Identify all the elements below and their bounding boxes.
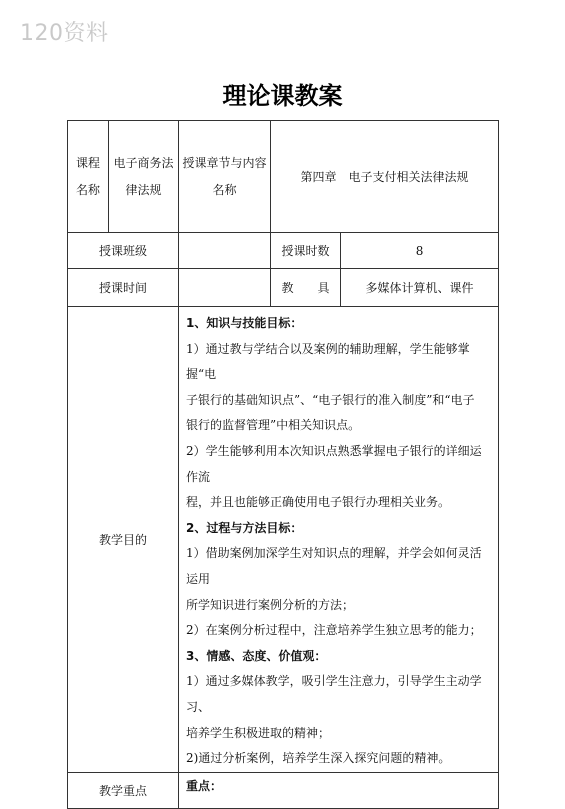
focus-content <box>179 772 499 808</box>
chapter-value: 第四章 电子支付相关法律法规 <box>300 170 469 184</box>
focus-label: 教学重点 <box>98 783 147 798</box>
chapter-value-cell <box>271 121 499 233</box>
objectives-label: 教学目的 <box>98 532 147 547</box>
chapter-label-line2: 名称 <box>212 182 237 197</box>
focus-label-cell <box>68 772 179 808</box>
course-label-cell <box>68 121 109 233</box>
tools-label-cell <box>271 269 341 307</box>
time-label-cell <box>68 269 179 307</box>
class-value-cell <box>179 233 271 269</box>
hours-value-cell <box>341 233 499 269</box>
objective-line: 1）通过教与学结合以及案例的辅助理解，学生能够掌握“电 <box>186 341 470 382</box>
table-row <box>68 772 499 808</box>
course-name-cell <box>109 121 179 233</box>
watermark: 120资料 <box>20 21 109 46</box>
objective-line: 子银行的基础知识点”、“电子银行的准入制度”和“电子 <box>186 392 475 407</box>
table-row <box>68 307 499 773</box>
chapter-label-line1: 授课章节与内容 <box>182 155 267 170</box>
table-row <box>68 233 499 269</box>
objective-line: 银行的监督管理”中相关知识点。 <box>186 418 361 433</box>
hours-label-cell <box>271 233 341 269</box>
table-row <box>68 121 499 233</box>
course-name-line1: 电子商务法 <box>113 155 174 170</box>
objective-line: 培养学生积极进取的精神； <box>186 725 331 740</box>
hours-label: 授课时数 <box>281 244 330 258</box>
class-label-cell <box>68 233 179 269</box>
objective-line: 程，并且也能够正确使用电子银行办理相关业务。 <box>186 495 451 510</box>
objective-heading: 3、情感、态度、价值观： <box>186 648 327 663</box>
time-value-cell <box>179 269 271 307</box>
objective-line: 2）学生能够利用本次知识点熟悉掌握电子银行的详细运作流 <box>186 443 482 484</box>
course-label-line1: 课程 <box>75 155 100 170</box>
hours-value: 8 <box>415 243 424 258</box>
focus-heading: 重点： <box>186 778 223 793</box>
objective-line: 所学知识进行案例分析的方法； <box>186 597 355 612</box>
table-row <box>68 269 499 307</box>
chapter-label-cell <box>179 121 271 233</box>
objectives-label-cell <box>68 307 179 773</box>
objective-heading: 1、知识与技能目标： <box>186 316 303 330</box>
course-label-line2: 名称 <box>75 182 100 197</box>
lesson-plan-table <box>67 120 499 809</box>
objective-line: 2）在案例分析过程中，注意培养学生独立思考的能力； <box>186 623 482 638</box>
tools-value-cell <box>341 269 499 307</box>
objective-line: 1）通过多媒体教学，吸引学生注意力，引导学生主动学习、 <box>186 674 482 714</box>
objective-heading: 2、过程与方法目标： <box>186 520 303 535</box>
objectives-content <box>179 307 499 773</box>
course-name-line2: 律法规 <box>125 182 162 197</box>
objective-line: 1）借助案例加深学生对知识点的理解，并学会如何灵活运用 <box>186 546 482 586</box>
tools-label: 教 具 <box>281 281 330 295</box>
page-title: 理论课教案 <box>222 82 343 110</box>
class-label: 授课班级 <box>98 244 147 258</box>
time-label: 授课时间 <box>98 281 147 295</box>
tools-value: 多媒体计算机、课件 <box>365 281 474 295</box>
objective-line: 2)通过分析案例，培养学生深入探究问题的精神。 <box>186 751 451 766</box>
